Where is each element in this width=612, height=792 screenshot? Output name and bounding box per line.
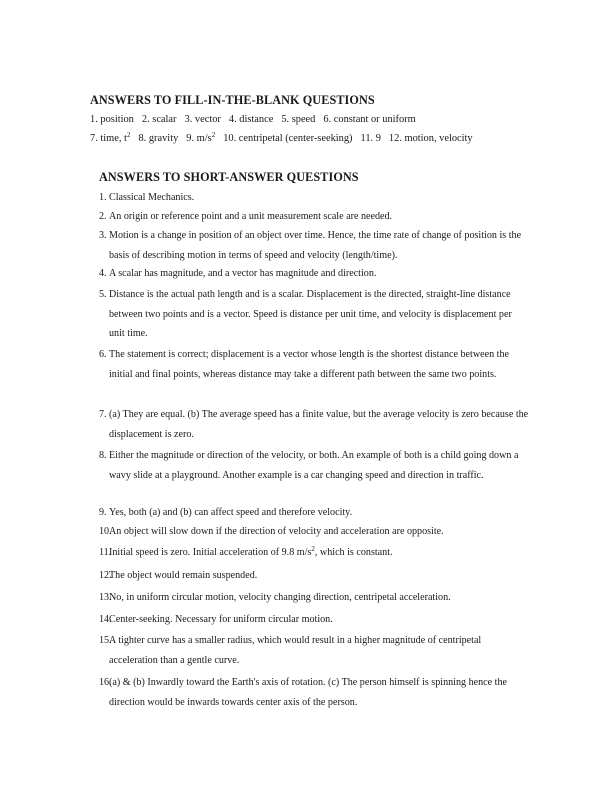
item-text: An object will slow down if the direction of velocity and acceleration are opposite. xyxy=(109,526,444,537)
item-number: 11. xyxy=(99,547,112,558)
answer-12: 12. motion, velocity xyxy=(388,133,473,144)
short-answer-item-1 xyxy=(99,188,529,208)
item-text-sup: 2 xyxy=(311,545,315,553)
short-answer-item-6 xyxy=(99,345,529,384)
short-answer-item-13 xyxy=(99,588,529,608)
item-text: A tighter curve has a smaller radius, which would result in a higher magnitude of centripetal acceleration than a gentle curve. xyxy=(109,635,482,666)
item-number: 3. xyxy=(99,230,107,241)
answer-11: 11. 9 xyxy=(360,133,381,144)
short-answer-item-7 xyxy=(99,405,529,444)
item-text: Distance is the actual path length and is a scalar. Displacement is the directed, straight-line distance between two points and is a vector. Speed is distance per unit time, and velocity is displacement per unit time. xyxy=(109,289,512,339)
item-text: The statement is correct; displacement is a vector whose length is the shortest distance between the initial and final points, whereas distance may take a different path between the same two points. xyxy=(109,349,509,380)
item-text: Motion is a change in position of an object over time. Hence, the time rate of change of position is the basis of describing motion in terms of speed and velocity (length/time). xyxy=(109,230,522,261)
item-number: 7. xyxy=(99,409,107,420)
answer-3: 3. vector xyxy=(184,114,221,125)
item-text: Yes, both (a) and (b) can affect speed and therefore velocity. xyxy=(109,507,353,518)
item-text: (a) They are equal. (b) The average speed has a finite value, but the average velocity is zero because the displacement is zero. xyxy=(109,409,529,440)
item-text: No, in uniform circular motion, velocity changing direction, centripetal acceleration. xyxy=(109,592,451,603)
item-number: 15. xyxy=(99,635,112,646)
item-text-before: Initial speed is zero. Initial acceleration of 9.8 m/s xyxy=(109,547,312,558)
item-text xyxy=(99,543,529,563)
answer-6: 6. constant or uniform xyxy=(323,114,416,125)
answer-4: 4. distance xyxy=(228,114,274,125)
answer-7 xyxy=(90,133,130,144)
item-text: Center-seeking. Necessary for uniform circular motion. xyxy=(109,614,333,625)
answer-5: 5. speed xyxy=(281,114,316,125)
answer-7-base: 7. time, t xyxy=(90,133,127,144)
item-text: Either the magnitude or direction of the velocity, or both. An example of both is a child going down a wavy slide at a playground. Another example is a car changing speed and direction in traffic. xyxy=(109,450,519,481)
answer-2: 2. scalar xyxy=(141,114,177,125)
item-number: 16. xyxy=(99,677,112,688)
fill-in-blank-heading: ANSWERS TO FILL-IN-THE-BLANK QUESTIONS xyxy=(90,93,375,107)
short-answer-item-11 xyxy=(99,543,529,563)
item-number: 1. xyxy=(99,192,107,203)
item-number: 4. xyxy=(99,268,107,279)
fill-in-blank-answers-line-1 xyxy=(90,114,424,125)
answer-9-sup: 2 xyxy=(211,131,216,139)
item-number: 14. xyxy=(99,614,112,625)
answer-7-sup: 2 xyxy=(126,131,131,139)
answer-8: 8. gravity xyxy=(138,133,179,144)
answer-9 xyxy=(186,133,215,144)
short-answer-item-4 xyxy=(99,264,529,284)
short-answer-heading: ANSWERS TO SHORT-ANSWER QUESTIONS xyxy=(99,170,359,184)
answer-10: 10. centripetal (center-seeking) xyxy=(223,133,353,144)
short-answer-item-14 xyxy=(99,610,529,630)
item-text: A scalar has magnitude, and a vector has magnitude and direction. xyxy=(109,268,377,279)
item-text-after: , which is constant. xyxy=(314,547,393,558)
answer-1: 1. position xyxy=(90,114,134,125)
item-number: 12. xyxy=(99,570,112,581)
item-text: (a) & (b) Inwardly toward the Earth's axis of rotation. (c) The person himself is spinning hence the direction would be inwards towards center axis of the person. xyxy=(109,677,507,708)
short-answer-item-15 xyxy=(99,631,529,670)
short-answer-item-9 xyxy=(99,503,529,523)
item-text: The object would remain suspended. xyxy=(109,570,258,581)
item-number: 9. xyxy=(99,507,107,518)
short-answer-item-5 xyxy=(99,285,529,344)
short-answer-item-16 xyxy=(99,673,529,712)
item-text: An origin or reference point and a unit measurement scale are needed. xyxy=(109,211,393,222)
short-answer-item-10 xyxy=(99,522,529,542)
short-answer-item-12 xyxy=(99,566,529,586)
fill-in-blank-answers-line-2 xyxy=(90,133,481,144)
item-text: Classical Mechanics. xyxy=(109,192,195,203)
short-answer-item-8 xyxy=(99,446,529,485)
answer-9-base: 9. m/s xyxy=(186,133,212,144)
short-answer-item-3 xyxy=(99,226,529,265)
item-number: 10. xyxy=(99,526,112,537)
item-number: 13. xyxy=(99,592,112,603)
item-number: 2. xyxy=(99,211,107,222)
item-number: 5. xyxy=(99,289,107,300)
item-number: 6. xyxy=(99,349,107,360)
short-answer-item-2 xyxy=(99,207,529,227)
item-number: 8. xyxy=(99,450,107,461)
